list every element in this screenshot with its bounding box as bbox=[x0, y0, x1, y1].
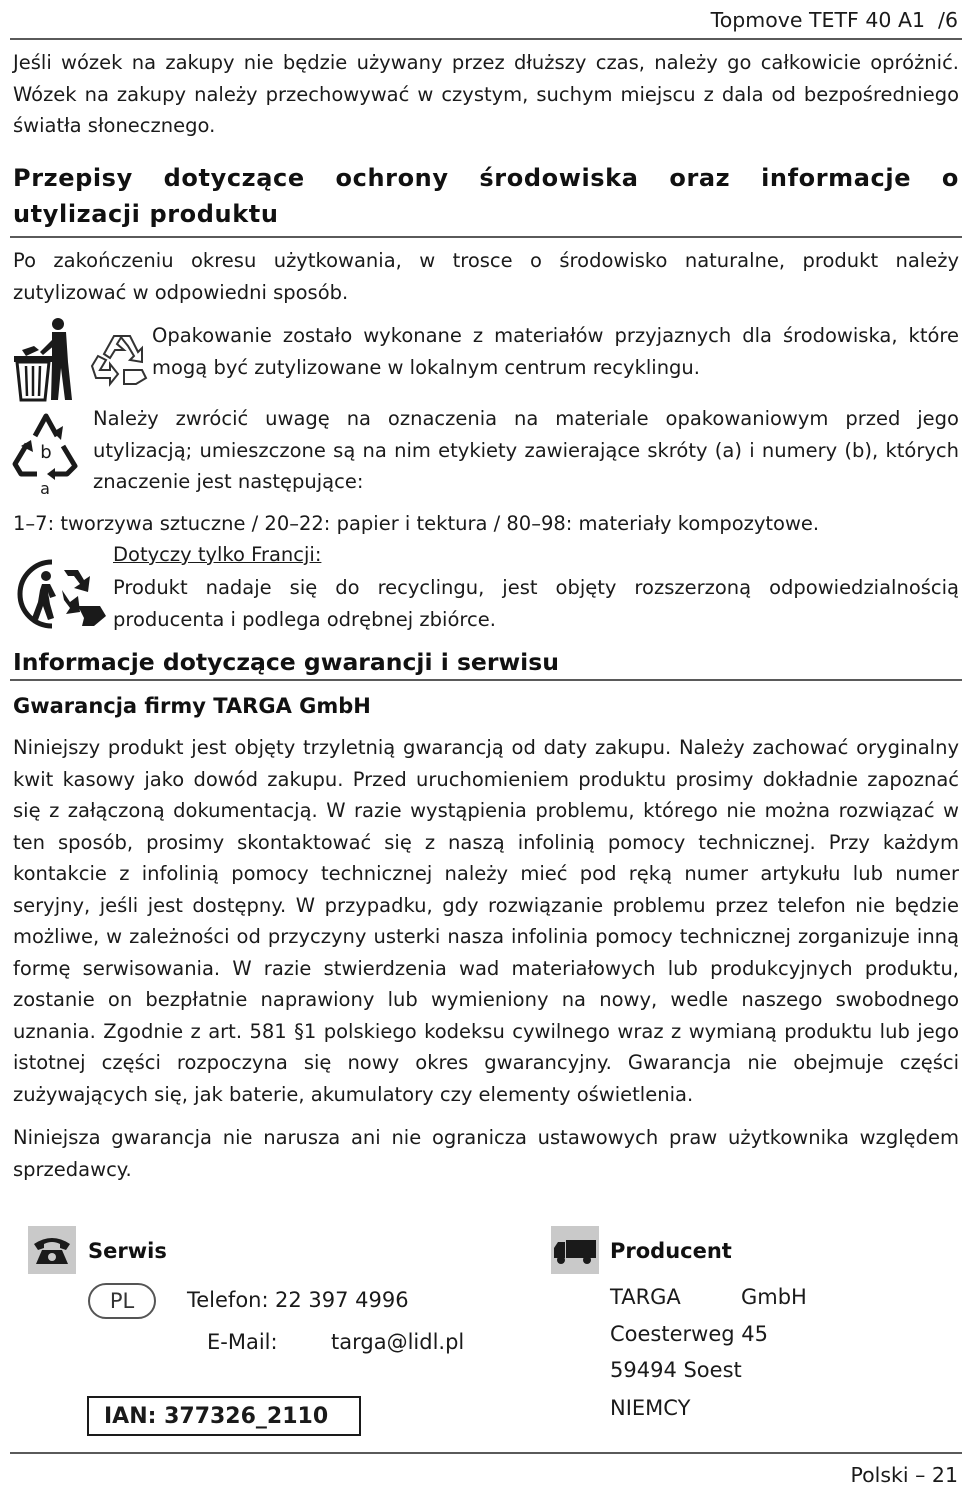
page-header-title: Topmove TETF 40 A1 /6 bbox=[710, 8, 958, 32]
producer-city: 59494 Soest bbox=[610, 1358, 742, 1382]
warranty-subheading: Gwarancja firmy TARGA GmbH bbox=[13, 694, 371, 718]
warranty-rights-paragraph: Niniejsza gwarancja nie narusza ani nie ogranicza ustawowych praw użytkownika względem sprzedawcy. bbox=[13, 1126, 959, 1181]
service-title: Serwis bbox=[88, 1239, 167, 1263]
environment-divider bbox=[10, 236, 962, 238]
country-badge bbox=[88, 1283, 156, 1319]
warranty-paragraph: Niniejszy produkt jest objęty trzyletnią gwarancją od daty zakupu. Należy zachować oryginalny kwit kasowy jako dowód zakupu. Przed uruchomieniem produktu prosimy dokładnie zapoznać się z załączoną dokumentacją. W razie wystąpienia problemu, którego nie można rozwiązać w ten sposób, prosimy skontaktować się z naszą infolinią pomocy technicznej. Przy każdym kontakcie z infolinią pomocy technicznej należy mieć pod ręką numer artykułu lub numer seryjny, jeśli jest dostępny. W przypadku, gdy rozwiązanie problemu przez telefon nie będzie możliwe, w zależności od przyczyny usterki nasza infolinia pomocy technicznej zorganizuje inną formę serwisowania. W razie stwierdzenia wad materiałowych lub produkcyjnych produktu, zostanie on bezpłatnie naprawiony lub wymieniony na nowy, wedle naszego swobodnego uznania. Zgodnie z art. 581 §1 polskiego kodeksu cywilnego wraz z wymianą produktu lub jego istotnej części rozpoczyna się nowy okres gwarancyjny. Gwarancja nie obejmuje części zużywających się, jak baterie, akumulatory czy elementy oświetlenia. bbox=[13, 736, 959, 1106]
delivery-truck-icon bbox=[551, 1226, 599, 1274]
france-recycling-text: Produkt nadaje się do recyclingu, jest objęty rozszerzoną odpowiedzialnością producenta i podlega odrębnej zbiórce. bbox=[113, 576, 959, 631]
producer-tile bbox=[551, 1226, 599, 1274]
country-badge-label: PL bbox=[109, 1289, 135, 1313]
email-value[interactable]: targa@lidl.pl bbox=[331, 1330, 465, 1354]
producer-street: Coesterweg 45 bbox=[610, 1322, 768, 1346]
telephone-icon bbox=[28, 1226, 76, 1274]
packaging-recycling-text: Opakowanie zostało wykonane z materiałów przyjaznych dla środowiska, które mogą być zutylizowane w lokalnym centrum recyklingu. bbox=[152, 324, 959, 379]
recycling-arrows-icon bbox=[84, 326, 150, 392]
footer-page-number: Polski – 21 bbox=[850, 1463, 958, 1487]
code-label-b: b bbox=[40, 442, 52, 463]
disposal-paragraph: Po zakończeniu okresu użytkowania, w trosce o środowisko naturalne, produkt należy zutylizować w odpowiedni sposób. bbox=[13, 249, 959, 304]
producer-company-name: TARGA bbox=[610, 1285, 681, 1309]
warranty-heading: Informacje dotyczące gwarancji i serwisu bbox=[13, 648, 559, 676]
ian-number: IAN: 377326_2110 bbox=[104, 1404, 329, 1429]
triman-recycling-icon bbox=[12, 556, 110, 632]
producer-country: NIEMCY bbox=[610, 1396, 691, 1420]
code-label-a: a bbox=[40, 479, 50, 496]
ian-box bbox=[87, 1396, 361, 1436]
phone-value[interactable]: 22 397 4996 bbox=[275, 1288, 409, 1312]
environment-heading: Przepisy dotyczące ochrony środowiska oraz informacje o utylizacji produktu bbox=[13, 164, 959, 228]
packaging-marking-text: Należy zwrócić uwagę na oznaczenia na materiale opakowaniowym przed jego utylizacją; umieszczone są na nim etykiety zawierające skróty (a) i numery (b), których znaczenie jest następujące: bbox=[93, 407, 959, 493]
producer-company-form: GmbH bbox=[741, 1285, 807, 1309]
email-label: E-Mail: bbox=[207, 1330, 278, 1354]
storage-paragraph: Jeśli wózek na zakupy nie będzie używany przez dłuższy czas, należy go całkowicie opróżnić. Wózek na zakupy należy przechowywać w czystym, suchym miejscu z dala od bezpośredniego światła słonecznego. bbox=[13, 51, 959, 137]
header-divider bbox=[10, 38, 962, 40]
trash-bin-person-icon bbox=[12, 316, 82, 402]
service-tile bbox=[28, 1226, 76, 1274]
footer-divider bbox=[10, 1452, 962, 1454]
producer-title: Producent bbox=[610, 1239, 732, 1263]
warranty-divider bbox=[10, 679, 962, 681]
france-only-title: Dotyczy tylko Francji: bbox=[113, 543, 322, 566]
phone-label: Telefon: bbox=[187, 1288, 269, 1312]
recycling-code-triangle-icon bbox=[11, 408, 81, 496]
material-codes-line: 1–7: tworzywa sztuczne / 20–22: papier i tektura / 80–98: materiały kompozytowe. bbox=[13, 512, 820, 535]
